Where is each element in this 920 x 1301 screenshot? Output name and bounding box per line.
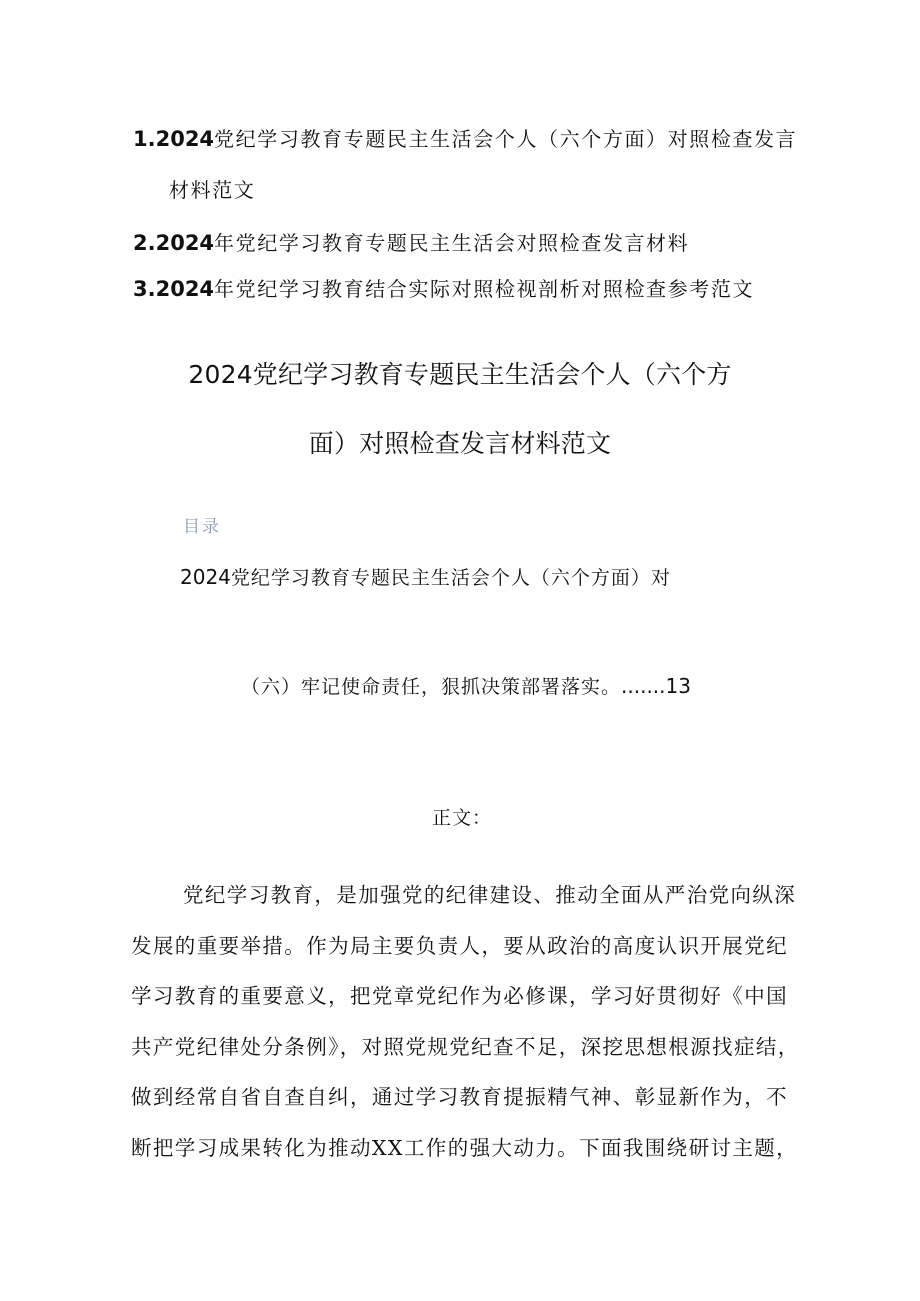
list-item-text: 年党纪学习教育专题民主生活会对照检查发言材料 (214, 231, 690, 255)
list-item-number: 3.2024 (133, 277, 215, 301)
section-label: 正文： (432, 807, 493, 829)
toc-entry-dots: ....... (621, 674, 666, 698)
toc-entry-text: 党纪学习教育专题民主生活会个人（六个方面）对 (230, 567, 671, 589)
list-item-2 (133, 227, 689, 256)
toc-entry-page: 13 (665, 674, 691, 698)
body-paragraph: 党纪学习教育，是加强党的纪律建设、推动全面从严治党向纵深发展的重要举措。作为局主要负责人，要从政治的高度认识开展党纪学习教育的重要意义，把党章党纪作为必修课，学习好贯彻好《中国共产党纪律处分条例》，对照党规党纪查不足，深挖思想根源找症结，做到经常自省自查自纠，通过学习教育提振精气神、彰显新作为，不断把学习成果转化为推动XX工作的强大动力。下面我围绕研讨主题， (131, 883, 800, 1160)
list-item-number: 1.2024 (133, 127, 215, 151)
list-item-1-continuation: 材料范文 (169, 178, 256, 202)
list-item-text: 年党纪学习教育结合实际对照检视剖析对照检查参考范文 (214, 277, 755, 301)
toc-entry-2[interactable] (241, 672, 691, 699)
list-item-1 (133, 123, 797, 152)
list-item-3 (133, 273, 754, 302)
list-item-text: 党纪学习教育专题民主生活会个人（六个方面）对照检查发言 (214, 127, 798, 151)
list-item-number: 2.2024 (133, 231, 215, 255)
toc-label: 目录 (183, 517, 221, 537)
document-title-line-1: 2024党纪学习教育专题民主生活会个人（六个方 (188, 360, 732, 389)
document-title-line-2: 面）对照检查发言材料范文 (308, 429, 612, 458)
toc-entry-text: （六）牢记使命责任，狠抓决策部署落实。 (241, 676, 622, 698)
toc-entry-number: 2024 (180, 565, 231, 589)
toc-entry-1[interactable] (180, 563, 671, 590)
